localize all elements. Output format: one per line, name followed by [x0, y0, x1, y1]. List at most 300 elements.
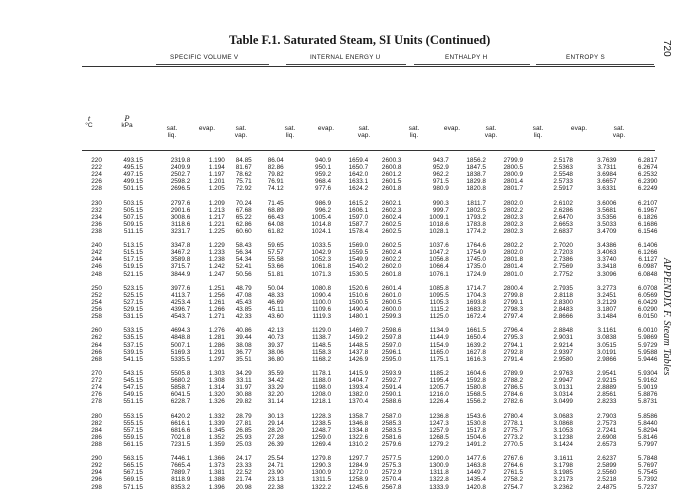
cell-u-evap: 1587.7	[348, 220, 369, 228]
cell-v-evap: 58.43	[235, 242, 252, 250]
cell-h-sat-vap: 2799.1	[503, 298, 524, 306]
row-group	[84, 370, 659, 413]
cell-h-evap: 1847.5	[466, 164, 486, 172]
cell-v-evap: 33.11	[236, 377, 252, 385]
cell-h-sat-vap: 2801.4	[503, 178, 524, 186]
cell-u-evap: 1370.4	[348, 398, 369, 406]
cell-h-evap: 1704.3	[466, 291, 486, 299]
cell-s-sat-liq: 2.8118	[553, 291, 573, 299]
cell-v-sat-vap: 86.04	[267, 157, 284, 164]
table-row	[84, 249, 659, 256]
row-group	[84, 157, 659, 200]
col-header-label: liq.	[533, 132, 543, 140]
cell-u-sat-vap: 2597.0	[381, 341, 402, 349]
cell-pressure: 3118.6	[171, 220, 191, 228]
cell-temp-k: 509.15	[123, 220, 143, 228]
cell-u-sat-vap: 2585.3	[381, 419, 402, 427]
cell-u-evap: 1469.7	[348, 327, 369, 335]
cell-u-sat-liq: 1100.0	[311, 298, 332, 306]
cell-u-sat-vap: 2601.5	[381, 178, 402, 186]
cell-s-sat-vap: 5.7392	[637, 476, 658, 484]
cell-u-sat-vap: 2587.0	[381, 412, 402, 420]
cell-h-sat-liq: 1105.3	[429, 298, 449, 306]
table-row	[84, 469, 659, 476]
cell-s-evap: 2.5899	[596, 462, 617, 470]
cell-v-sat-vap: 36.80	[267, 355, 284, 363]
cell-v-sat-liq: 1.197	[208, 171, 225, 179]
cell-s-sat-vap: 5.7697	[637, 462, 658, 470]
cell-pressure: 5007.1	[170, 341, 191, 349]
cell-s-sat-vap: 6.2107	[637, 199, 658, 207]
table-row	[84, 214, 659, 221]
cell-s-sat-vap: 5.8294	[637, 426, 658, 434]
cell-s-sat-vap: 5.9446	[637, 355, 658, 363]
table-row	[84, 313, 659, 320]
cell-pressure: 3589.8	[170, 256, 191, 264]
col-header-symbol: t	[87, 113, 91, 123]
cell-h-evap: 1693.8	[466, 298, 486, 306]
col-header-u-liq	[276, 125, 304, 140]
cell-h-evap: 1829.8	[466, 178, 486, 186]
cell-v-sat-liq: 1.225	[208, 227, 225, 235]
group-specific-volume: SPECIFIC VOLUME V	[170, 54, 239, 61]
cell-h-sat-vap: 2802.3	[503, 213, 524, 221]
cell-s-sat-liq: 2.8848	[553, 327, 573, 335]
cell-u-sat-vap: 2591.4	[381, 384, 402, 392]
cell-u-evap: 1530.5	[348, 270, 369, 278]
cell-s-sat-liq: 2.7386	[553, 256, 573, 264]
cell-u-sat-liq: 1090.4	[311, 291, 332, 299]
cell-v-sat-liq: 1.359	[208, 440, 225, 448]
table-row	[84, 391, 659, 398]
table-row	[84, 441, 659, 448]
cell-v-evap: 39.44	[235, 334, 252, 342]
cell-v-sat-vap: 26.39	[267, 440, 284, 448]
col-header-label: sat.	[485, 125, 497, 132]
col-header-label: sat.	[166, 125, 178, 132]
col-header-label: evap.	[317, 125, 335, 132]
cell-v-sat-liq: 1.209	[208, 199, 225, 207]
cell-v-sat-liq: 1.326	[208, 398, 225, 406]
cell-h-sat-liq: 962.2	[432, 171, 449, 179]
cell-v-sat-vap: 30.13	[267, 412, 284, 420]
table-row	[84, 434, 659, 441]
cell-s-sat-liq: 3.1238	[553, 433, 573, 441]
cell-temp-k: 565.15	[123, 462, 143, 470]
cell-v-sat-liq: 1.205	[208, 185, 225, 193]
cell-temp-k: 561.15	[123, 440, 143, 448]
cell-v-sat-vap: 29.14	[267, 419, 284, 427]
table-row	[84, 370, 659, 377]
cell-v-evap: 47.08	[235, 291, 252, 299]
table-row	[84, 157, 659, 164]
cell-temp-k: 495.15	[123, 164, 143, 172]
cell-u-evap: 1322.6	[348, 433, 369, 441]
cell-s-evap: 2.9866	[596, 355, 617, 363]
table-row	[84, 327, 659, 334]
cell-h-sat-vap: 2802.3	[503, 220, 524, 228]
cell-pressure: 7889.7	[170, 469, 191, 477]
cell-pressure: 3347.8	[170, 242, 191, 250]
cell-h-evap: 1568.5	[466, 391, 486, 399]
cell-h-sat-liq: 1085.8	[429, 284, 449, 292]
table-row	[84, 377, 659, 384]
cell-temp-k: 499.15	[123, 178, 143, 186]
cell-h-sat-liq: 1290.0	[429, 455, 449, 463]
cell-s-sat-vap: 6.2390	[637, 178, 658, 186]
cell-s-sat-liq: 2.5733	[553, 178, 573, 186]
cell-s-evap: 2.6237	[596, 455, 617, 463]
cell-temp-c: 228	[91, 185, 102, 193]
cell-temp-k: 521.15	[123, 270, 143, 278]
cell-s-sat-vap: 5.8876	[637, 391, 658, 399]
cell-temp-c: 278	[91, 398, 102, 406]
cell-h-sat-liq: 1195.4	[429, 377, 449, 385]
cell-u-evap: 1358.7	[348, 412, 369, 420]
cell-temp-c: 298	[91, 483, 102, 491]
cell-h-sat-vap: 2797.4	[503, 313, 524, 321]
cell-u-sat-liq: 1279.8	[311, 455, 332, 463]
cell-s-sat-vap: 6.1546	[637, 227, 658, 235]
cell-pressure: 7231.5	[170, 440, 191, 448]
cell-s-sat-vap: 5.9869	[637, 334, 658, 342]
cell-h-evap: 1449.7	[466, 469, 486, 477]
cell-h-sat-vap: 2802.0	[503, 199, 524, 207]
cell-h-sat-liq: 1175.1	[429, 355, 449, 363]
table-row	[84, 263, 659, 270]
cell-h-evap: 1517.8	[466, 426, 486, 434]
cell-temp-k: 517.15	[123, 256, 143, 264]
cell-s-sat-liq: 2.8483	[553, 306, 573, 314]
cell-temp-c: 256	[91, 306, 102, 314]
cell-u-sat-liq: 1238.5	[311, 419, 332, 427]
cell-v-sat-vap: 33.29	[267, 384, 284, 392]
cell-h-evap: 1556.2	[466, 398, 486, 406]
col-header-label: liq.	[409, 132, 419, 140]
cell-s-sat-liq: 3.0499	[553, 398, 573, 406]
cell-s-sat-vap: 6.0150	[637, 313, 658, 321]
cell-temp-k: 559.15	[123, 433, 143, 441]
cell-s-sat-vap: 5.9019	[637, 384, 658, 392]
col-header-h-liq	[400, 125, 428, 140]
cell-h-evap: 1714.7	[466, 284, 486, 292]
cell-h-evap: 1463.8	[466, 462, 486, 470]
cell-s-evap: 3.6006	[596, 199, 617, 207]
cell-v-sat-liq: 1.271	[208, 313, 225, 321]
cell-h-sat-liq: 1018.6	[429, 220, 449, 228]
cell-u-evap: 1659.4	[348, 157, 369, 164]
cell-u-sat-vap: 2600.3	[381, 157, 402, 164]
cell-h-sat-liq: 1216.0	[429, 391, 449, 399]
cell-s-sat-liq: 2.9031	[553, 334, 573, 342]
table-row	[84, 484, 659, 491]
cell-v-sat-vap: 57.57	[267, 249, 284, 257]
cell-h-evap: 1672.4	[466, 313, 486, 321]
cell-s-sat-vap: 6.1406	[637, 242, 658, 250]
cell-pressure: 5680.2	[170, 377, 191, 385]
cell-h-sat-vap: 2775.7	[503, 426, 524, 434]
cell-s-sat-vap: 6.2817	[637, 157, 658, 164]
cell-u-sat-vap: 2572.9	[381, 469, 402, 477]
cell-pressure: 3977.6	[170, 284, 191, 292]
cell-h-sat-vap: 2761.5	[503, 469, 524, 477]
cell-s-evap: 2.6573	[596, 440, 617, 448]
cell-h-sat-liq: 1236.8	[429, 412, 449, 420]
cell-temp-c: 230	[91, 199, 102, 207]
cell-temp-k: 497.15	[123, 171, 143, 179]
cell-temp-k: 539.15	[123, 348, 143, 356]
cell-h-sat-vap: 2789.9	[503, 369, 524, 377]
cell-u-sat-liq: 1148.5	[311, 341, 332, 349]
cell-temp-c: 220	[91, 157, 102, 164]
cell-v-sat-liq: 1.266	[208, 306, 225, 314]
cell-pressure: 5169.3	[170, 348, 191, 356]
cell-u-sat-liq: 977.6	[315, 185, 332, 193]
cell-u-sat-liq: 1248.7	[311, 426, 332, 434]
cell-h-evap: 1783.8	[466, 220, 486, 228]
group-enthalpy: ENTHALPY H	[445, 54, 488, 61]
cell-temp-k: 551.15	[123, 398, 143, 406]
cell-temp-c: 258	[91, 313, 102, 321]
cell-u-evap: 1606.1	[348, 206, 369, 214]
cell-h-evap: 1683.2	[466, 306, 486, 314]
cell-temp-k: 547.15	[123, 384, 143, 392]
cell-s-evap: 3.5681	[596, 206, 617, 214]
col-header-symbol: P	[124, 113, 130, 123]
cell-u-sat-vap: 2600.0	[381, 306, 402, 314]
cell-u-evap: 1597.0	[348, 213, 369, 221]
cell-u-sat-vap: 2583.5	[381, 426, 402, 434]
cell-temp-k: 529.15	[123, 306, 143, 314]
cell-h-sat-vap: 2767.6	[503, 455, 524, 463]
cell-u-evap: 1549.9	[348, 256, 369, 264]
col-header-label: vap.	[484, 132, 498, 140]
cell-v-sat-liq: 1.345	[208, 426, 225, 434]
cell-u-evap: 1448.5	[348, 341, 369, 349]
col-header-label: sat.	[408, 125, 420, 132]
col-header-label: vap.	[357, 132, 371, 140]
cell-pressure: 4253.4	[170, 298, 191, 306]
cell-h-evap: 1627.8	[466, 348, 486, 356]
cell-h-sat-liq: 1095.5	[429, 291, 449, 299]
cell-h-sat-vap: 2780.4	[503, 412, 524, 420]
cell-u-sat-vap: 2602.2	[381, 256, 402, 264]
cell-h-sat-liq: 1205.7	[429, 384, 449, 392]
cell-u-sat-liq: 1300.9	[311, 469, 332, 477]
cell-s-sat-liq: 2.9580	[553, 355, 573, 363]
cell-s-sat-vap: 5.8731	[637, 398, 658, 406]
cell-h-sat-liq: 1257.9	[429, 426, 449, 434]
cell-v-evap: 29.82	[235, 398, 252, 406]
cell-v-sat-vap: 66.43	[267, 213, 284, 221]
cell-v-evap: 24.17	[235, 455, 252, 463]
cell-v-sat-vap: 34.42	[267, 377, 284, 385]
header-top-rule	[82, 66, 655, 67]
cell-u-evap: 1615.2	[348, 199, 369, 207]
cell-u-evap: 1310.2	[348, 440, 369, 448]
cell-s-sat-vap: 6.2674	[637, 164, 658, 172]
cell-u-evap: 1569.0	[348, 242, 369, 250]
cell-pressure: 8118.9	[171, 476, 191, 484]
cell-v-sat-liq: 1.261	[208, 298, 225, 306]
cell-u-sat-liq: 1188.0	[311, 377, 332, 385]
cell-h-evap: 1735.0	[466, 263, 486, 271]
cell-s-sat-liq: 3.2362	[553, 483, 573, 491]
cell-s-evap: 2.9215	[596, 377, 617, 385]
cell-v-sat-liq: 1.366	[208, 455, 225, 463]
cell-u-sat-liq: 1269.4	[311, 440, 332, 448]
cell-s-evap: 2.5218	[596, 476, 617, 484]
cell-h-sat-liq: 1226.4	[429, 398, 449, 406]
cell-h-sat-liq: 999.7	[432, 206, 449, 214]
cell-v-evap: 67.68	[235, 206, 252, 214]
cell-h-sat-vap: 2792.8	[503, 348, 524, 356]
cell-pressure: 8353.2	[170, 483, 191, 491]
cell-temp-c: 224	[91, 171, 102, 179]
cell-s-sat-vap: 5.9304	[637, 369, 658, 377]
cell-v-sat-vap: 23.90	[267, 469, 284, 477]
row-group	[84, 455, 659, 498]
cell-v-sat-liq: 1.381	[208, 469, 225, 477]
cell-u-sat-liq: 1005.4	[311, 213, 332, 221]
table-row	[84, 476, 659, 483]
cell-v-evap: 70.24	[235, 199, 252, 207]
cell-s-sat-vap: 5.8586	[637, 412, 658, 420]
cell-s-evap: 3.5356	[596, 213, 617, 221]
cell-v-sat-vap: 43.60	[267, 313, 284, 321]
cell-v-evap: 23.33	[235, 462, 252, 470]
group-underline-entropy	[536, 64, 654, 65]
cell-temp-c: 240	[91, 242, 102, 250]
cell-s-sat-liq: 2.7569	[553, 263, 573, 271]
cell-temp-k: 515.15	[123, 249, 143, 257]
cell-u-sat-liq: 986.9	[315, 199, 332, 207]
cell-u-sat-liq: 1322.2	[311, 483, 332, 491]
cell-h-evap: 1811.7	[466, 199, 486, 207]
cell-temp-c: 234	[91, 213, 102, 221]
cell-u-sat-vap: 2570.4	[381, 476, 402, 484]
cell-u-sat-vap: 2588.6	[381, 398, 402, 406]
cell-v-evap: 34.29	[235, 369, 252, 377]
cell-temp-c: 242	[91, 249, 102, 257]
table-row	[84, 271, 659, 278]
cell-v-evap: 45.43	[235, 298, 252, 306]
cell-h-sat-liq: 1056.8	[429, 256, 449, 264]
cell-h-evap: 1604.6	[466, 369, 486, 377]
col-header-h-evap	[438, 125, 466, 132]
cell-v-sat-liq: 1.332	[208, 412, 225, 420]
col-header-label: evap.	[443, 125, 461, 132]
table-row	[84, 228, 659, 235]
cell-temp-k: 549.15	[123, 391, 143, 399]
cell-temp-c: 246	[91, 263, 102, 271]
cell-v-sat-vap: 82.86	[267, 164, 284, 172]
cell-v-evap: 54.34	[235, 256, 252, 264]
cell-h-sat-liq: 1037.6	[429, 242, 449, 250]
cell-u-sat-liq: 968.4	[315, 178, 332, 186]
cell-temp-k: 523.15	[123, 284, 143, 292]
table-row	[84, 455, 659, 462]
cell-temp-c: 254	[91, 298, 102, 306]
cell-temp-k: 537.15	[123, 341, 143, 349]
row-group	[84, 327, 659, 370]
cell-v-sat-vap: 35.59	[267, 369, 284, 377]
cell-u-evap: 1578.4	[348, 227, 369, 235]
cell-s-sat-liq: 2.9214	[553, 341, 573, 349]
cell-temp-c: 226	[91, 178, 102, 186]
cell-v-sat-vap: 32.20	[267, 391, 284, 399]
cell-pressure: 7665.4	[170, 462, 191, 470]
cell-s-evap: 2.7573	[596, 419, 617, 427]
cell-h-sat-vap: 2758.2	[503, 476, 524, 484]
cell-v-sat-liq: 1.190	[208, 157, 225, 164]
cell-s-sat-vap: 5.9729	[637, 341, 658, 349]
table-row	[84, 285, 659, 292]
cell-s-sat-vap: 6.1127	[638, 256, 658, 264]
cell-s-evap: 2.6908	[596, 433, 617, 441]
cell-temp-k: 525.15	[123, 291, 143, 299]
col-header-label: °C	[85, 122, 93, 130]
cell-temp-c: 244	[91, 256, 102, 264]
cell-temp-k: 519.15	[123, 263, 143, 271]
col-header-u-vap	[350, 125, 378, 140]
cell-s-sat-vap: 6.0290	[637, 306, 658, 314]
cell-u-sat-vap: 2596.1	[381, 348, 402, 356]
cell-u-sat-vap: 2600.8	[381, 164, 402, 172]
cell-temp-c: 270	[91, 369, 102, 377]
cell-u-evap: 1297.7	[348, 455, 369, 463]
cell-v-sat-liq: 1.276	[208, 327, 225, 335]
cell-pressure: 2319.8	[170, 157, 191, 164]
cell-u-sat-vap: 2600.5	[381, 298, 402, 306]
cell-v-sat-liq: 1.297	[208, 355, 225, 363]
cell-v-sat-vap: 27.28	[267, 433, 284, 441]
cell-s-evap: 3.1161	[597, 327, 617, 335]
cell-pressure: 2901.6	[170, 206, 191, 214]
table-row	[84, 299, 659, 306]
header-bottom-rule	[82, 150, 655, 151]
cell-h-evap: 1530.8	[466, 419, 486, 427]
cell-v-evap: 72.92	[235, 185, 252, 193]
cell-pressure: 2409.9	[170, 164, 191, 172]
cell-u-sat-vap: 2597.8	[381, 334, 402, 342]
cell-v-sat-liq: 1.352	[208, 433, 225, 441]
cell-s-evap: 3.6331	[596, 185, 617, 193]
cell-u-sat-vap: 2601.4	[381, 284, 402, 292]
col-header-s-evap	[565, 125, 593, 132]
cell-temp-c: 250	[91, 284, 102, 292]
cell-s-sat-vap: 6.0987	[637, 263, 658, 271]
cell-s-sat-liq: 3.0683	[553, 412, 573, 420]
cell-v-evap: 28.79	[235, 412, 252, 420]
cell-v-sat-vap: 24.71	[267, 462, 284, 470]
cell-v-evap: 21.74	[235, 476, 252, 484]
cell-temp-k: 567.15	[123, 469, 143, 477]
cell-v-sat-vap: 31.14	[267, 398, 284, 406]
cell-v-sat-vap: 22.38	[267, 483, 284, 491]
cell-temp-c: 262	[91, 334, 102, 342]
cell-h-sat-liq: 1322.8	[429, 476, 449, 484]
cell-v-sat-liq: 1.291	[208, 348, 225, 356]
cell-s-evap: 3.0515	[596, 341, 617, 349]
cell-h-sat-vap: 2798.3	[503, 306, 524, 314]
cell-h-sat-vap: 2770.5	[503, 440, 524, 448]
table-row	[84, 427, 659, 434]
cell-temp-k: 563.15	[123, 455, 143, 463]
cell-temp-c: 282	[91, 419, 102, 427]
cell-h-sat-liq: 1165.0	[429, 348, 449, 356]
cell-pressure: 6041.5	[170, 391, 191, 399]
